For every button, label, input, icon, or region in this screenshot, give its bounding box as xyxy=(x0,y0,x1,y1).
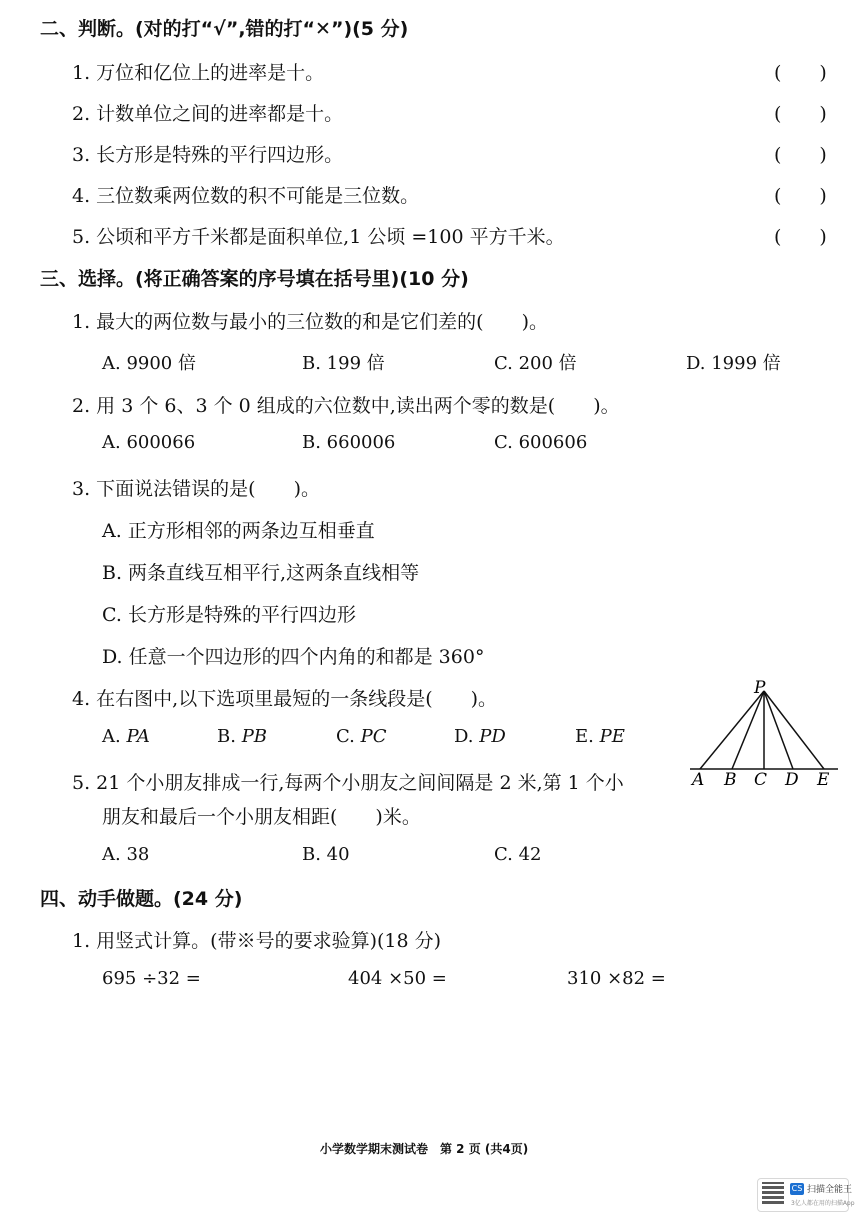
segment-pa xyxy=(700,691,764,769)
judge-answer-5[interactable]: ( ) xyxy=(774,226,827,248)
segment-pb xyxy=(732,691,764,769)
choice-q3-option-c[interactable]: C. 长方形是特殊的平行四边形 xyxy=(102,604,356,626)
segment-label: PA xyxy=(126,726,150,747)
segment-label: PC xyxy=(360,726,387,747)
point-label-d: D xyxy=(785,770,799,790)
section4-title: 四、动手做题。(24 分) xyxy=(40,888,243,910)
scanner-logo: CS xyxy=(791,1184,803,1193)
choice-q1-option-c[interactable]: C. 200 倍 xyxy=(494,353,577,374)
choice-q5-option-c[interactable]: C. 42 xyxy=(494,844,542,865)
calc-problem-1: 695 ÷32 = xyxy=(102,968,201,989)
triangle-figure xyxy=(684,676,844,796)
choice-q3: 3. 下面说法错误的是( )。 xyxy=(72,478,320,500)
point-label-p: P xyxy=(754,678,766,698)
scanner-title: 扫描全能王 xyxy=(807,1185,853,1195)
choice-q4-option-e[interactable] xyxy=(575,726,625,747)
point-label-c: C xyxy=(754,770,768,790)
point-label-e: E xyxy=(817,770,830,790)
choice-q2-option-b[interactable]: B. 660006 xyxy=(302,432,396,453)
judge-item-3: 3. 长方形是特殊的平行四边形。 xyxy=(72,144,344,166)
option-letter: D. xyxy=(454,726,474,747)
qr-code-icon xyxy=(762,1182,784,1204)
section3-title: 三、选择。(将正确答案的序号填在括号里)(10 分) xyxy=(40,268,469,290)
option-letter: B. xyxy=(217,726,236,747)
option-letter: C. xyxy=(336,726,355,747)
judge-item-4: 4. 三位数乘两位数的积不可能是三位数。 xyxy=(72,185,420,207)
choice-q4: 4. 在右图中,以下选项里最短的一条线段是( )。 xyxy=(72,688,498,710)
segment-pe xyxy=(764,691,824,769)
choice-q2: 2. 用 3 个 6、3 个 0 组成的六位数中,读出两个零的数是( )。 xyxy=(72,395,620,417)
choice-q4-option-a[interactable] xyxy=(102,726,150,747)
choice-q5-line2: 朋友和最后一个小朋友相距( )米。 xyxy=(102,806,421,828)
choice-q1-option-d[interactable]: D. 1999 倍 xyxy=(686,353,781,374)
option-letter: E. xyxy=(575,726,594,747)
choice-q2-option-c[interactable]: C. 600606 xyxy=(494,432,588,453)
calc-problem-3: 310 ×82 = xyxy=(567,968,666,989)
choice-q3-option-b[interactable]: B. 两条直线互相平行,这两条直线相等 xyxy=(102,562,420,584)
judge-answer-1[interactable]: ( ) xyxy=(774,62,827,84)
choice-q1-option-a[interactable]: A. 9900 倍 xyxy=(102,353,196,374)
segment-pd xyxy=(764,691,793,769)
point-label-b: B xyxy=(724,770,737,790)
choice-q4-option-b[interactable] xyxy=(217,726,267,747)
section2-title: 二、判断。(对的打“√”,错的打“✕”)(5 分) xyxy=(40,18,409,40)
judge-answer-4[interactable]: ( ) xyxy=(774,185,827,207)
segment-label: PD xyxy=(479,726,506,747)
choice-q5-line1: 5. 21 个小朋友排成一行,每两个小朋友之间间隔是 2 米,第 1 个小 xyxy=(72,772,624,794)
choice-q3-option-d[interactable]: D. 任意一个四边形的四个内角的和都是 360° xyxy=(102,646,485,668)
choice-q5-option-b[interactable]: B. 40 xyxy=(302,844,350,865)
choice-q2-option-a[interactable]: A. 600066 xyxy=(102,432,196,453)
calc-problem-2: 404 ×50 = xyxy=(348,968,447,989)
option-letter: A. xyxy=(102,726,121,747)
choice-q1: 1. 最大的两位数与最小的三位数的和是它们差的( )。 xyxy=(72,311,548,333)
choice-q5-option-a[interactable]: A. 38 xyxy=(102,844,150,865)
choice-q1-option-b[interactable]: B. 199 倍 xyxy=(302,353,385,374)
judge-item-1: 1. 万位和亿位上的进率是十。 xyxy=(72,62,325,84)
point-label-a: A xyxy=(692,770,705,790)
choice-q3-option-a[interactable]: A. 正方形相邻的两条边互相垂直 xyxy=(102,520,375,542)
segment-label: PE xyxy=(599,726,625,747)
calc-q1: 1. 用竖式计算。(带※号的要求验算)(18 分) xyxy=(72,930,442,952)
judge-answer-3[interactable]: ( ) xyxy=(774,144,827,166)
judge-item-2: 2. 计数单位之间的进率都是十。 xyxy=(72,103,344,125)
scanner-watermark xyxy=(757,1178,855,1212)
judge-item-5: 5. 公顷和平方千米都是面积单位,1 公顷 =100 平方千米。 xyxy=(72,226,565,248)
page-footer: 小学数学期末测试卷 第 2 页 (共4页) xyxy=(320,1142,529,1156)
choice-q4-option-d[interactable] xyxy=(454,726,506,747)
choice-q4-option-c[interactable] xyxy=(336,726,386,747)
judge-answer-2[interactable]: ( ) xyxy=(774,103,827,125)
segment-label: PB xyxy=(241,726,268,747)
scanner-subtitle: 3亿人都在用的扫描App xyxy=(791,1200,855,1207)
